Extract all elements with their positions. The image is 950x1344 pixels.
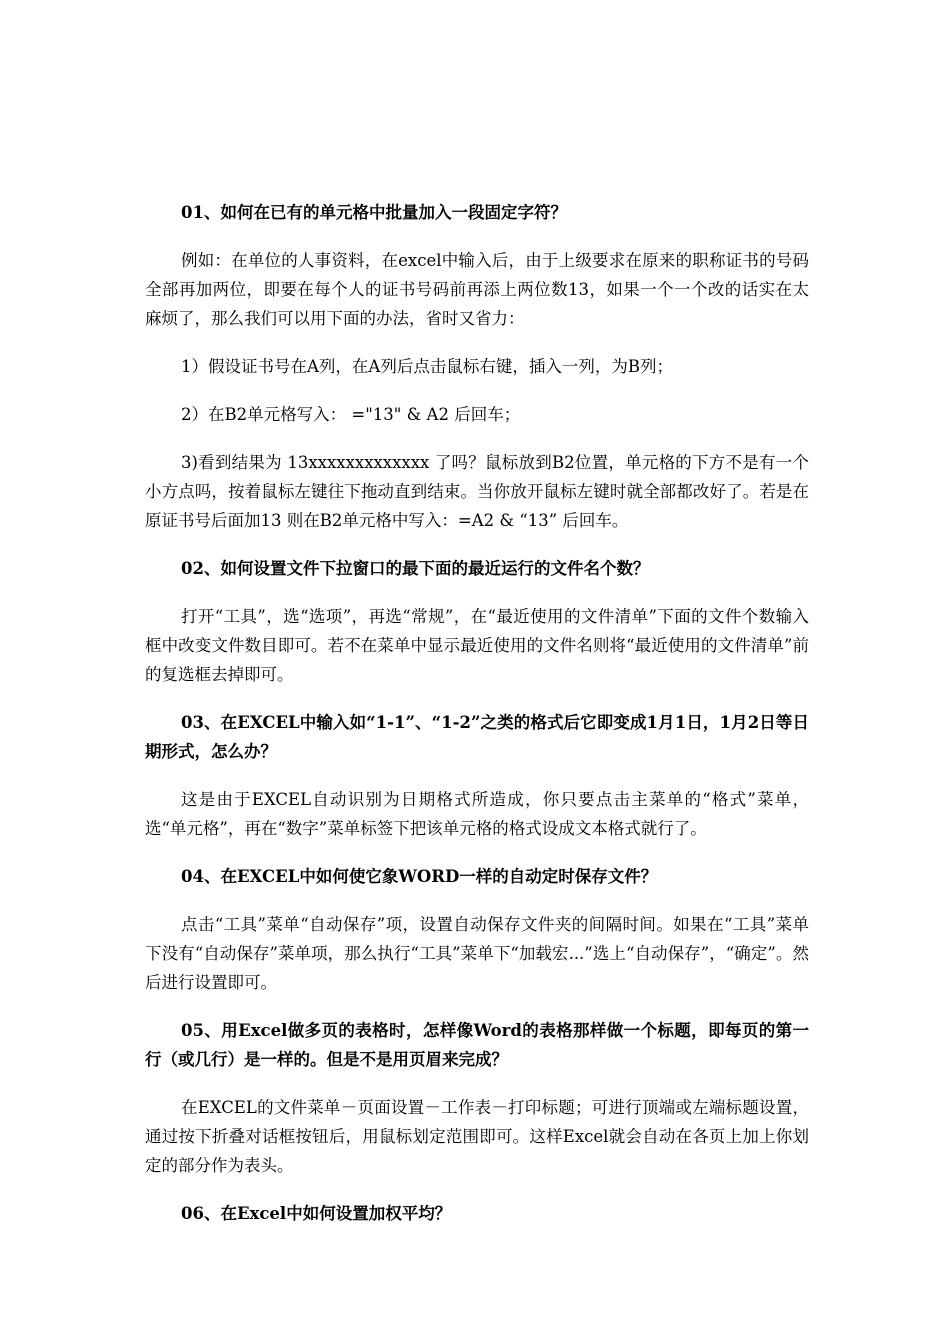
answer-01-intro: 例如：在单位的人事资料，在excel中输入后，由于上级要求在原来的职称证书的号码全部再加两位，即要在每个人的证书号码前再添上两位数13，如果一个一个改的话实在太麻烦了，那么我们可以用下面的办法，省时又省力： (145, 251, 809, 328)
answer-04: 点击“工具”菜单“自动保存”项，设置自动保存文件夹的间隔时间。如果在“工具”菜单下没有“自动保存”菜单项，那么执行“工具”菜单下“加载宏...”选上“自动保存”，“确定”。然后进行设置即可。 (145, 915, 809, 992)
document-body (145, 198, 809, 1247)
answer-03: 这是由于EXCEL自动识别为日期格式所造成，你只要点击主菜单的“格式”菜单，选“单元格”，再在“数字”菜单标签下把该单元格的格式设成文本格式就行了。 (145, 790, 809, 838)
answer-01-step-1: 1）假设证书号在A列，在A列后点击鼠标右键，插入一列，为B列； (181, 357, 673, 376)
question-05-heading: 05、用Excel做多页的表格时，怎样像Word的表格那样做一个标题，即每页的第一行（或几行）是一样的。但是不是用页眉来完成？ (145, 1021, 809, 1069)
answer-02: 打开“工具”，选“选项”，再选“常规”，在“最近使用的文件清单”下面的文件个数输入框中改变文件数目即可。若不在菜单中显示最近使用的文件名则将“最近使用的文件清单”前的复选框去掉即可。 (145, 607, 809, 684)
question-04-heading: 04、在EXCEL中如何使它象WORD一样的自动定时保存文件？ (181, 867, 658, 886)
question-06-heading: 06、在Excel中如何设置加权平均？ (181, 1204, 452, 1223)
question-02-heading: 02、如何设置文件下拉窗口的最下面的最近运行的文件名个数？ (181, 559, 650, 578)
question-01-heading: 01、如何在已有的单元格中批量加入一段固定字符？ (181, 203, 567, 222)
question-03-heading: 03、在EXCEL中输入如“1-1”、“1-2”之类的格式后它即变成1月1日，1月2日等日期形式，怎么办？ (145, 713, 809, 761)
answer-01-step-3: 3)看到结果为 13xxxxxxxxxxxxx 了吗？鼠标放到B2位置，单元格的下方不是有一个小方点吗，按着鼠标左键往下拖动直到结束。当你放开鼠标左键时就全部都改好了。若是在原证书号后面加13 则在B2单元格中写入：=A2 & “13” 后回车。 (145, 453, 809, 530)
answer-05: 在EXCEL的文件菜单－页面设置－工作表－打印标题；可进行顶端或左端标题设置，通过按下折叠对话框按钮后，用鼠标划定范围即可。这样Excel就会自动在各页上加上你划定的部分作为表头。 (145, 1098, 809, 1175)
answer-01-step-2: 2）在B2单元格写入： ="13" & A2 后回车； (181, 405, 521, 424)
